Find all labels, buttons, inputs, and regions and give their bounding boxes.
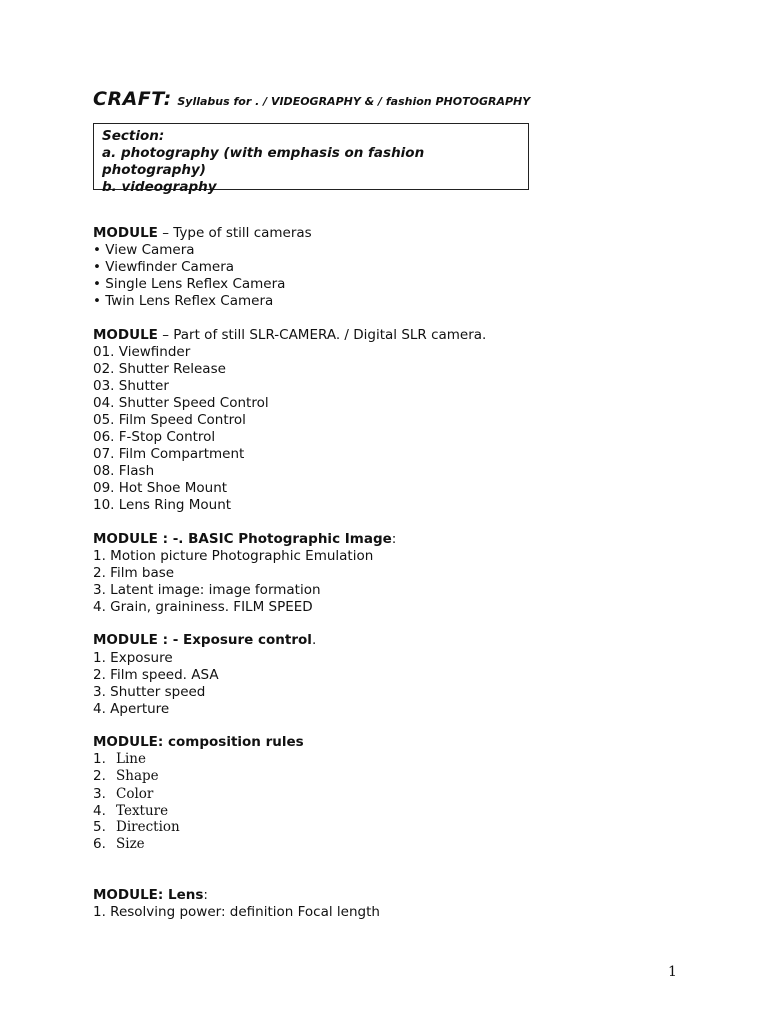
list-item: 1. Resolving power: definition Focal length	[93, 904, 380, 920]
list-item: 09. Hot Shoe Mount	[93, 480, 228, 496]
list-item: 08. Flash	[93, 463, 155, 479]
module-heading: MODULE – Part of still SLR-CAMERA. / Digital SLR camera.	[93, 327, 487, 343]
list-item: 07. Film Compartment	[93, 446, 245, 462]
list-item: • Twin Lens Reflex Camera	[93, 293, 274, 309]
list-item: • Single Lens Reflex Camera	[93, 276, 286, 292]
list-item: 4. Texture	[93, 803, 169, 819]
list-item: 01. Viewfinder	[93, 344, 191, 360]
list-item: 1. Exposure	[93, 650, 173, 666]
page-number: 1	[668, 964, 677, 980]
module-heading: MODULE : -. BASIC Photographic Image:	[93, 531, 397, 547]
module-heading: MODULE – Type of still cameras	[93, 225, 312, 241]
section-box	[93, 123, 529, 195]
list-item: 3. Color	[93, 786, 154, 802]
title-subtitle: Syllabus for . / VIDEOGRAPHY & / fashion PHOTOGRAPHY	[177, 95, 531, 108]
list-item: 3. Latent image: image formation	[93, 582, 321, 598]
list-item: 1. Motion picture Photographic Emulation	[93, 548, 374, 564]
section-label: Section:	[102, 128, 165, 144]
list-item: • Viewfinder Camera	[93, 259, 235, 275]
list-item: 2. Film base	[93, 565, 175, 581]
module-heading: MODULE : - Exposure control.	[93, 632, 317, 648]
module-heading: MODULE: composition rules	[93, 734, 304, 750]
list-item: 4. Aperture	[93, 701, 170, 717]
list-item: 02. Shutter Release	[93, 361, 226, 377]
list-item: 05. Film Speed Control	[93, 412, 246, 428]
list-item: 3. Shutter speed	[93, 684, 206, 700]
list-item: 4. Grain, graininess. FILM SPEED	[93, 599, 313, 615]
module-heading: MODULE: Lens:	[93, 887, 208, 903]
section-a: a. photography (with emphasis on fashion photography)	[102, 145, 425, 178]
section-b: b. videography	[102, 179, 217, 195]
list-item: 1. Line	[93, 751, 146, 767]
list-item: 5. Direction	[93, 819, 180, 835]
list-item: 6. Size	[93, 836, 145, 852]
list-item: 06. F-Stop Control	[93, 429, 216, 445]
list-item: • View Camera	[93, 242, 195, 258]
list-item: 2. Shape	[93, 768, 159, 784]
list-item: 03. Shutter	[93, 378, 169, 394]
title-craft: CRAFT:	[93, 88, 172, 110]
document-title	[93, 88, 530, 110]
list-item: 04. Shutter Speed Control	[93, 395, 269, 411]
list-item: 10. Lens Ring Mount	[93, 497, 232, 513]
list-item: 2. Film speed. ASA	[93, 667, 219, 683]
